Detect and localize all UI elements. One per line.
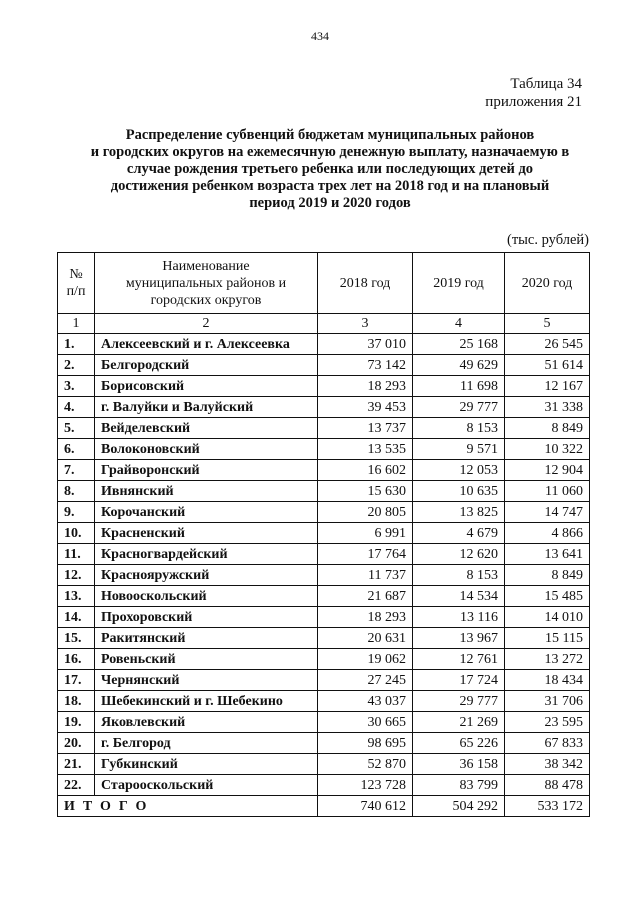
unit-note: (тыс. рублей) — [507, 232, 589, 248]
column-index-row — [58, 314, 590, 334]
value-2019: 13 967 — [413, 628, 505, 649]
value-2018: 20 631 — [318, 628, 413, 649]
table-row — [58, 376, 590, 397]
value-2019: 36 158 — [413, 754, 505, 775]
value-2019: 12 620 — [413, 544, 505, 565]
title-line-4: достижения ребенком возраста трех лет на 2018 год и на плановый — [110, 178, 550, 194]
total-2020: 533 172 — [505, 796, 590, 817]
header-2018: 2018 год — [318, 253, 413, 314]
value-2018: 11 737 — [318, 565, 413, 586]
row-number: 9. — [58, 502, 95, 523]
district-name: Грайворонский — [95, 460, 318, 481]
column-index: 1 — [58, 314, 95, 334]
row-number: 22. — [58, 775, 95, 796]
value-2018: 20 805 — [318, 502, 413, 523]
district-name: Прохоровский — [95, 607, 318, 628]
column-index: 4 — [413, 314, 505, 334]
district-name: Ивнянский — [95, 481, 318, 502]
district-name: Яковлевский — [95, 712, 318, 733]
value-2019: 17 724 — [413, 670, 505, 691]
value-2018: 13 535 — [318, 439, 413, 460]
row-number: 15. — [58, 628, 95, 649]
table-row — [58, 460, 590, 481]
value-2020: 15 115 — [505, 628, 590, 649]
title-line-1: Распределение субвенций бюджетам муниципальных районов — [125, 127, 535, 143]
value-2019: 8 153 — [413, 418, 505, 439]
value-2018: 123 728 — [318, 775, 413, 796]
column-index: 5 — [505, 314, 590, 334]
value-2020: 8 849 — [505, 565, 590, 586]
value-2019: 4 679 — [413, 523, 505, 544]
table-row — [58, 418, 590, 439]
row-number: 18. — [58, 691, 95, 712]
value-2018: 52 870 — [318, 754, 413, 775]
value-2019: 13 825 — [413, 502, 505, 523]
district-name: Борисовский — [95, 376, 318, 397]
district-name: Губкинский — [95, 754, 318, 775]
table-row — [58, 607, 590, 628]
row-number: 20. — [58, 733, 95, 754]
row-number: 17. — [58, 670, 95, 691]
value-2019: 11 698 — [413, 376, 505, 397]
column-index: 3 — [318, 314, 413, 334]
header-number-line1: № — [69, 267, 83, 282]
value-2018: 6 991 — [318, 523, 413, 544]
value-2019: 10 635 — [413, 481, 505, 502]
value-2019: 12 761 — [413, 649, 505, 670]
row-number: 10. — [58, 523, 95, 544]
value-2020: 14 010 — [505, 607, 590, 628]
value-2018: 98 695 — [318, 733, 413, 754]
header-name-line3: городских округов — [150, 292, 262, 308]
title-line-5: период 2019 и 2020 годов — [249, 195, 411, 211]
page-number: 434 — [311, 29, 329, 43]
row-number: 1. — [58, 334, 95, 355]
district-name: г. Белгород — [95, 733, 318, 754]
row-number: 7. — [58, 460, 95, 481]
value-2018: 18 293 — [318, 607, 413, 628]
row-number: 4. — [58, 397, 95, 418]
district-name: Волоконовский — [95, 439, 318, 460]
table-row — [58, 649, 590, 670]
value-2019: 9 571 — [413, 439, 505, 460]
header-2020: 2020 год — [505, 253, 590, 314]
value-2020: 31 338 — [505, 397, 590, 418]
table-row — [58, 439, 590, 460]
table-row — [58, 502, 590, 523]
value-2018: 73 142 — [318, 355, 413, 376]
value-2020: 15 485 — [505, 586, 590, 607]
value-2018: 37 010 — [318, 334, 413, 355]
value-2018: 21 687 — [318, 586, 413, 607]
column-index: 2 — [95, 314, 318, 334]
row-number: 11. — [58, 544, 95, 565]
district-name: Красненский — [95, 523, 318, 544]
value-2019: 29 777 — [413, 691, 505, 712]
row-number: 14. — [58, 607, 95, 628]
table-row — [58, 481, 590, 502]
header-name — [95, 253, 318, 314]
table-row — [58, 355, 590, 376]
row-number: 5. — [58, 418, 95, 439]
total-row — [58, 796, 590, 817]
title-line-2: и городских округов на ежемесячную денежную выплату, назначаемую в — [90, 144, 570, 160]
value-2019: 12 053 — [413, 460, 505, 481]
value-2020: 11 060 — [505, 481, 590, 502]
header-2019: 2019 год — [413, 253, 505, 314]
document-title — [60, 127, 600, 212]
value-2020: 4 866 — [505, 523, 590, 544]
value-2020: 23 595 — [505, 712, 590, 733]
title-line-3: случае рождения третьего ребенка или последующих детей до — [126, 161, 534, 177]
value-2018: 39 453 — [318, 397, 413, 418]
value-2020: 10 322 — [505, 439, 590, 460]
row-number: 19. — [58, 712, 95, 733]
row-number: 2. — [58, 355, 95, 376]
row-number: 6. — [58, 439, 95, 460]
district-name: Новооскольский — [95, 586, 318, 607]
value-2019: 14 534 — [413, 586, 505, 607]
table-row — [58, 586, 590, 607]
district-name: Шебекинский и г. Шебекино — [95, 691, 318, 712]
total-2018: 740 612 — [318, 796, 413, 817]
value-2020: 12 904 — [505, 460, 590, 481]
header-name-line2: муниципальных районов и — [125, 275, 287, 291]
row-number: 21. — [58, 754, 95, 775]
table-row — [58, 670, 590, 691]
district-name: Ровеньский — [95, 649, 318, 670]
value-2019: 49 629 — [413, 355, 505, 376]
value-2019: 83 799 — [413, 775, 505, 796]
row-number: 12. — [58, 565, 95, 586]
table-row — [58, 775, 590, 796]
value-2018: 43 037 — [318, 691, 413, 712]
district-name: Чернянский — [95, 670, 318, 691]
value-2019: 65 226 — [413, 733, 505, 754]
table-reference-line1: Таблица 34 — [510, 76, 582, 92]
district-name: Старооскольский — [95, 775, 318, 796]
district-name: Краснояружский — [95, 565, 318, 586]
value-2018: 30 665 — [318, 712, 413, 733]
value-2018: 19 062 — [318, 649, 413, 670]
district-name: Ракитянский — [95, 628, 318, 649]
table-row — [58, 565, 590, 586]
value-2018: 18 293 — [318, 376, 413, 397]
value-2020: 51 614 — [505, 355, 590, 376]
table-row — [58, 523, 590, 544]
value-2019: 25 168 — [413, 334, 505, 355]
table-row — [58, 733, 590, 754]
value-2020: 14 747 — [505, 502, 590, 523]
header-name-line1: Наименование — [162, 258, 250, 274]
table-row — [58, 628, 590, 649]
value-2020: 88 478 — [505, 775, 590, 796]
value-2018: 13 737 — [318, 418, 413, 439]
district-name: Алексеевский и г. Алексеевка — [95, 334, 318, 355]
table-row — [58, 712, 590, 733]
value-2020: 67 833 — [505, 733, 590, 754]
value-2018: 16 602 — [318, 460, 413, 481]
value-2020: 13 641 — [505, 544, 590, 565]
header-number-line2: п/п — [66, 284, 86, 299]
table-row — [58, 334, 590, 355]
total-label: ИТОГО — [58, 796, 318, 817]
table-reference — [485, 75, 582, 111]
value-2018: 15 630 — [318, 481, 413, 502]
value-2020: 26 545 — [505, 334, 590, 355]
table-row — [58, 544, 590, 565]
row-number: 3. — [58, 376, 95, 397]
value-2018: 17 764 — [318, 544, 413, 565]
table-row — [58, 691, 590, 712]
table-row — [58, 754, 590, 775]
value-2019: 21 269 — [413, 712, 505, 733]
district-name: Красногвардейский — [95, 544, 318, 565]
value-2019: 29 777 — [413, 397, 505, 418]
value-2019: 13 116 — [413, 607, 505, 628]
value-2020: 38 342 — [505, 754, 590, 775]
header-row — [58, 253, 590, 314]
value-2020: 18 434 — [505, 670, 590, 691]
table-reference-line2: приложения 21 — [485, 94, 582, 110]
row-number: 13. — [58, 586, 95, 607]
value-2020: 31 706 — [505, 691, 590, 712]
district-name: Корочанский — [95, 502, 318, 523]
value-2020: 13 272 — [505, 649, 590, 670]
header-number — [58, 253, 95, 314]
table-row — [58, 397, 590, 418]
row-number: 16. — [58, 649, 95, 670]
district-name: Белгородский — [95, 355, 318, 376]
district-name: Вейделевский — [95, 418, 318, 439]
total-2019: 504 292 — [413, 796, 505, 817]
value-2020: 12 167 — [505, 376, 590, 397]
subsidy-table — [57, 252, 590, 817]
table-body — [58, 334, 590, 796]
value-2018: 27 245 — [318, 670, 413, 691]
row-number: 8. — [58, 481, 95, 502]
district-name: г. Валуйки и Валуйский — [95, 397, 318, 418]
value-2020: 8 849 — [505, 418, 590, 439]
value-2019: 8 153 — [413, 565, 505, 586]
